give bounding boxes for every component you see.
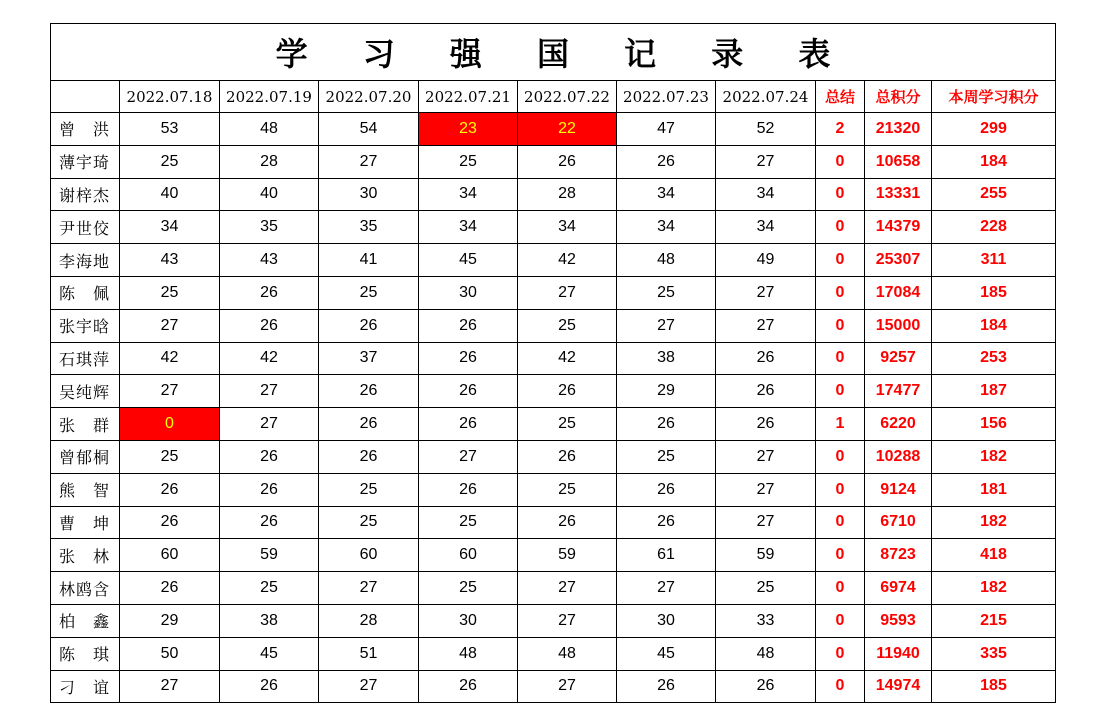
score-cell[interactable]: 60: [319, 539, 419, 572]
header-date[interactable]: 2022.07.24: [716, 81, 816, 113]
summary-cell[interactable]: 0: [816, 342, 865, 375]
score-cell[interactable]: 25: [716, 572, 816, 605]
table-row: [51, 113, 1056, 146]
score-cell-flagged[interactable]: 22: [518, 113, 617, 146]
header-weekly[interactable]: 本周学习积分: [932, 81, 1056, 113]
table-row: [51, 276, 1056, 309]
weekly-cell[interactable]: 184: [932, 145, 1056, 178]
score-cell[interactable]: 34: [617, 211, 716, 244]
table-row: [51, 309, 1056, 342]
score-cell[interactable]: 40: [220, 178, 319, 211]
row-name-cell[interactable]: 张 林: [51, 539, 120, 572]
score-cell[interactable]: 52: [716, 113, 816, 146]
record-sheet: [50, 23, 1055, 703]
total-cell[interactable]: 14379: [865, 211, 932, 244]
row-name-cell[interactable]: 林鸥含: [51, 572, 120, 605]
score-cell[interactable]: 26: [220, 276, 319, 309]
score-cell[interactable]: 43: [120, 244, 220, 277]
table-row: [51, 211, 1056, 244]
score-cell[interactable]: 30: [419, 604, 518, 637]
score-cell[interactable]: 40: [120, 178, 220, 211]
row-name-cell[interactable]: 张宇晗: [51, 309, 120, 342]
score-cell[interactable]: 27: [419, 440, 518, 473]
score-cell[interactable]: 35: [319, 211, 419, 244]
score-cell[interactable]: 27: [220, 408, 319, 441]
summary-cell[interactable]: 1: [816, 408, 865, 441]
row-name-cell[interactable]: 熊 智: [51, 473, 120, 506]
score-cell[interactable]: 30: [319, 178, 419, 211]
total-cell[interactable]: 6974: [865, 572, 932, 605]
summary-cell[interactable]: 0: [816, 178, 865, 211]
score-cell[interactable]: 27: [319, 572, 419, 605]
score-cell[interactable]: 28: [518, 178, 617, 211]
score-cell[interactable]: 26: [716, 670, 816, 703]
score-cell[interactable]: 26: [319, 375, 419, 408]
summary-cell[interactable]: 0: [816, 670, 865, 703]
score-cell[interactable]: 42: [120, 342, 220, 375]
table-row: [51, 145, 1056, 178]
score-cell[interactable]: 26: [419, 375, 518, 408]
score-cell[interactable]: 48: [419, 637, 518, 670]
header-date[interactable]: 2022.07.18: [120, 81, 220, 113]
weekly-cell[interactable]: 255: [932, 178, 1056, 211]
score-cell[interactable]: 26: [220, 506, 319, 539]
header-date[interactable]: 2022.07.21: [419, 81, 518, 113]
score-cell[interactable]: 45: [419, 244, 518, 277]
score-cell[interactable]: 59: [220, 539, 319, 572]
score-cell[interactable]: 48: [617, 244, 716, 277]
table-body: [51, 113, 1056, 703]
row-name-cell[interactable]: 柏 鑫: [51, 604, 120, 637]
weekly-cell[interactable]: 185: [932, 670, 1056, 703]
row-name-cell[interactable]: 刁 谊: [51, 670, 120, 703]
score-cell[interactable]: 38: [220, 604, 319, 637]
weekly-cell[interactable]: 182: [932, 506, 1056, 539]
record-table: [50, 23, 1056, 703]
score-cell[interactable]: 34: [716, 211, 816, 244]
score-cell[interactable]: 26: [419, 473, 518, 506]
score-cell[interactable]: 26: [716, 408, 816, 441]
row-name-cell[interactable]: 李海地: [51, 244, 120, 277]
total-cell[interactable]: 17477: [865, 375, 932, 408]
score-cell[interactable]: 26: [419, 408, 518, 441]
header-total[interactable]: 总积分: [865, 81, 932, 113]
summary-cell[interactable]: 0: [816, 539, 865, 572]
score-cell[interactable]: 47: [617, 113, 716, 146]
table-row: [51, 604, 1056, 637]
score-cell[interactable]: 59: [518, 539, 617, 572]
score-cell[interactable]: 26: [220, 670, 319, 703]
summary-cell[interactable]: 0: [816, 309, 865, 342]
weekly-cell[interactable]: 182: [932, 572, 1056, 605]
score-cell[interactable]: 25: [419, 145, 518, 178]
score-cell[interactable]: 60: [120, 539, 220, 572]
score-cell[interactable]: 25: [319, 473, 419, 506]
score-cell[interactable]: 25: [518, 408, 617, 441]
score-cell[interactable]: 27: [120, 309, 220, 342]
row-name-cell[interactable]: 吴纯辉: [51, 375, 120, 408]
score-cell[interactable]: 45: [617, 637, 716, 670]
table-row: [51, 244, 1056, 277]
total-cell[interactable]: 15000: [865, 309, 932, 342]
weekly-cell[interactable]: 215: [932, 604, 1056, 637]
score-cell[interactable]: 59: [716, 539, 816, 572]
summary-cell[interactable]: 0: [816, 211, 865, 244]
score-cell[interactable]: 27: [617, 572, 716, 605]
score-cell[interactable]: 37: [319, 342, 419, 375]
summary-cell[interactable]: 0: [816, 145, 865, 178]
weekly-cell[interactable]: 185: [932, 276, 1056, 309]
weekly-cell[interactable]: 418: [932, 539, 1056, 572]
table-row: [51, 670, 1056, 703]
row-name-cell[interactable]: 谢梓杰: [51, 178, 120, 211]
total-cell[interactable]: 10658: [865, 145, 932, 178]
score-cell[interactable]: 26: [518, 440, 617, 473]
score-cell[interactable]: 29: [617, 375, 716, 408]
score-cell[interactable]: 27: [319, 670, 419, 703]
score-cell[interactable]: 26: [220, 473, 319, 506]
score-cell[interactable]: 25: [319, 276, 419, 309]
table-row: [51, 375, 1056, 408]
summary-cell[interactable]: 0: [816, 473, 865, 506]
score-cell[interactable]: 26: [120, 572, 220, 605]
score-cell[interactable]: 35: [220, 211, 319, 244]
score-cell[interactable]: 25: [120, 145, 220, 178]
table-row: [51, 506, 1056, 539]
table-row: [51, 539, 1056, 572]
table-row: [51, 473, 1056, 506]
score-cell[interactable]: 53: [120, 113, 220, 146]
total-cell[interactable]: 17084: [865, 276, 932, 309]
total-cell[interactable]: 14974: [865, 670, 932, 703]
summary-cell[interactable]: 0: [816, 375, 865, 408]
score-cell[interactable]: 26: [617, 506, 716, 539]
sheet-title: 学 习 强 国 记 录 表: [51, 24, 1056, 81]
score-cell[interactable]: 27: [120, 670, 220, 703]
score-cell[interactable]: 26: [120, 473, 220, 506]
total-cell[interactable]: 6710: [865, 506, 932, 539]
row-name-cell[interactable]: 陈 琪: [51, 637, 120, 670]
weekly-cell[interactable]: 184: [932, 309, 1056, 342]
score-cell[interactable]: 48: [518, 637, 617, 670]
row-name-cell[interactable]: 曾郁桐: [51, 440, 120, 473]
score-cell[interactable]: 26: [617, 670, 716, 703]
total-cell[interactable]: 8723: [865, 539, 932, 572]
score-cell[interactable]: 41: [319, 244, 419, 277]
score-cell[interactable]: 34: [617, 178, 716, 211]
score-cell[interactable]: 25: [220, 572, 319, 605]
score-cell[interactable]: 60: [419, 539, 518, 572]
score-cell[interactable]: 25: [120, 440, 220, 473]
score-cell[interactable]: 27: [518, 276, 617, 309]
total-cell[interactable]: 13331: [865, 178, 932, 211]
total-cell[interactable]: 21320: [865, 113, 932, 146]
score-cell[interactable]: 48: [716, 637, 816, 670]
score-cell[interactable]: 27: [120, 375, 220, 408]
table-row: [51, 637, 1056, 670]
score-cell[interactable]: 43: [220, 244, 319, 277]
summary-cell[interactable]: 2: [816, 113, 865, 146]
score-cell[interactable]: 28: [319, 604, 419, 637]
score-cell[interactable]: 26: [716, 375, 816, 408]
summary-cell[interactable]: 0: [816, 637, 865, 670]
table-row: [51, 408, 1056, 441]
weekly-cell[interactable]: 156: [932, 408, 1056, 441]
total-cell[interactable]: 9593: [865, 604, 932, 637]
score-cell[interactable]: 28: [220, 145, 319, 178]
score-cell[interactable]: 27: [319, 145, 419, 178]
row-name-cell[interactable]: 尹世佼: [51, 211, 120, 244]
table-row: [51, 572, 1056, 605]
score-cell[interactable]: 27: [716, 145, 816, 178]
score-cell[interactable]: 27: [518, 670, 617, 703]
score-cell[interactable]: 27: [617, 309, 716, 342]
total-cell[interactable]: 11940: [865, 637, 932, 670]
header-row: [51, 81, 1056, 113]
score-cell[interactable]: 26: [518, 375, 617, 408]
total-cell[interactable]: 10288: [865, 440, 932, 473]
weekly-cell[interactable]: 182: [932, 440, 1056, 473]
weekly-cell[interactable]: 335: [932, 637, 1056, 670]
summary-cell[interactable]: 0: [816, 604, 865, 637]
row-name-cell[interactable]: 张 群: [51, 408, 120, 441]
score-cell[interactable]: 26: [120, 506, 220, 539]
total-cell[interactable]: 6220: [865, 408, 932, 441]
score-cell[interactable]: 50: [120, 637, 220, 670]
row-name-cell[interactable]: 曹 坤: [51, 506, 120, 539]
score-cell[interactable]: 29: [120, 604, 220, 637]
score-cell[interactable]: 26: [518, 506, 617, 539]
header-summary[interactable]: 总结: [816, 81, 865, 113]
table-row: [51, 178, 1056, 211]
score-cell[interactable]: 34: [518, 211, 617, 244]
score-cell[interactable]: 34: [419, 211, 518, 244]
score-cell[interactable]: 38: [617, 342, 716, 375]
score-cell[interactable]: 30: [617, 604, 716, 637]
score-cell[interactable]: 26: [518, 145, 617, 178]
total-cell[interactable]: 9257: [865, 342, 932, 375]
score-cell[interactable]: 33: [716, 604, 816, 637]
score-cell-flagged[interactable]: 23: [419, 113, 518, 146]
score-cell[interactable]: 26: [419, 670, 518, 703]
header-date[interactable]: 2022.07.22: [518, 81, 617, 113]
total-cell[interactable]: 9124: [865, 473, 932, 506]
weekly-cell[interactable]: 299: [932, 113, 1056, 146]
score-cell[interactable]: 34: [120, 211, 220, 244]
score-cell[interactable]: 48: [220, 113, 319, 146]
score-cell[interactable]: 34: [716, 178, 816, 211]
summary-cell[interactable]: 0: [816, 506, 865, 539]
header-name-blank[interactable]: [51, 81, 120, 113]
table-row: [51, 440, 1056, 473]
score-cell[interactable]: 26: [319, 408, 419, 441]
score-cell[interactable]: 51: [319, 637, 419, 670]
score-cell[interactable]: 27: [716, 506, 816, 539]
score-cell[interactable]: 25: [419, 506, 518, 539]
score-cell[interactable]: 27: [716, 440, 816, 473]
score-cell[interactable]: 27: [716, 276, 816, 309]
summary-cell[interactable]: 0: [816, 572, 865, 605]
score-cell[interactable]: 42: [518, 244, 617, 277]
score-cell[interactable]: 26: [419, 342, 518, 375]
score-cell[interactable]: 42: [220, 342, 319, 375]
score-cell[interactable]: 25: [319, 506, 419, 539]
score-cell[interactable]: 25: [120, 276, 220, 309]
score-cell[interactable]: 26: [617, 145, 716, 178]
score-cell[interactable]: 42: [518, 342, 617, 375]
score-cell[interactable]: 27: [518, 604, 617, 637]
score-cell[interactable]: 26: [716, 342, 816, 375]
score-cell[interactable]: 61: [617, 539, 716, 572]
score-cell[interactable]: 26: [220, 440, 319, 473]
score-cell[interactable]: 34: [419, 178, 518, 211]
weekly-cell[interactable]: 228: [932, 211, 1056, 244]
header-date[interactable]: 2022.07.19: [220, 81, 319, 113]
score-cell[interactable]: 45: [220, 637, 319, 670]
score-cell[interactable]: 26: [319, 309, 419, 342]
score-cell[interactable]: 25: [419, 572, 518, 605]
score-cell[interactable]: 25: [617, 276, 716, 309]
score-cell[interactable]: 49: [716, 244, 816, 277]
score-cell[interactable]: 26: [319, 440, 419, 473]
score-cell[interactable]: 25: [617, 440, 716, 473]
score-cell-flagged[interactable]: 0: [120, 408, 220, 441]
score-cell[interactable]: 26: [220, 309, 319, 342]
score-cell[interactable]: 27: [716, 309, 816, 342]
score-cell[interactable]: 54: [319, 113, 419, 146]
weekly-cell[interactable]: 187: [932, 375, 1056, 408]
score-cell[interactable]: 26: [617, 473, 716, 506]
weekly-cell[interactable]: 253: [932, 342, 1056, 375]
score-cell[interactable]: 27: [518, 572, 617, 605]
summary-cell[interactable]: 0: [816, 276, 865, 309]
score-cell[interactable]: 25: [518, 473, 617, 506]
score-cell[interactable]: 25: [518, 309, 617, 342]
row-name-cell[interactable]: 曾 洪: [51, 113, 120, 146]
row-name-cell[interactable]: 陈 佩: [51, 276, 120, 309]
header-date[interactable]: 2022.07.23: [617, 81, 716, 113]
score-cell[interactable]: 26: [617, 408, 716, 441]
weekly-cell[interactable]: 181: [932, 473, 1056, 506]
score-cell[interactable]: 30: [419, 276, 518, 309]
header-date[interactable]: 2022.07.20: [319, 81, 419, 113]
row-name-cell[interactable]: 薄宇琦: [51, 145, 120, 178]
weekly-cell[interactable]: 311: [932, 244, 1056, 277]
table-row: [51, 342, 1056, 375]
row-name-cell[interactable]: 石琪萍: [51, 342, 120, 375]
score-cell[interactable]: 27: [716, 473, 816, 506]
summary-cell[interactable]: 0: [816, 244, 865, 277]
total-cell[interactable]: 25307: [865, 244, 932, 277]
score-cell[interactable]: 27: [220, 375, 319, 408]
score-cell[interactable]: 26: [419, 309, 518, 342]
summary-cell[interactable]: 0: [816, 440, 865, 473]
